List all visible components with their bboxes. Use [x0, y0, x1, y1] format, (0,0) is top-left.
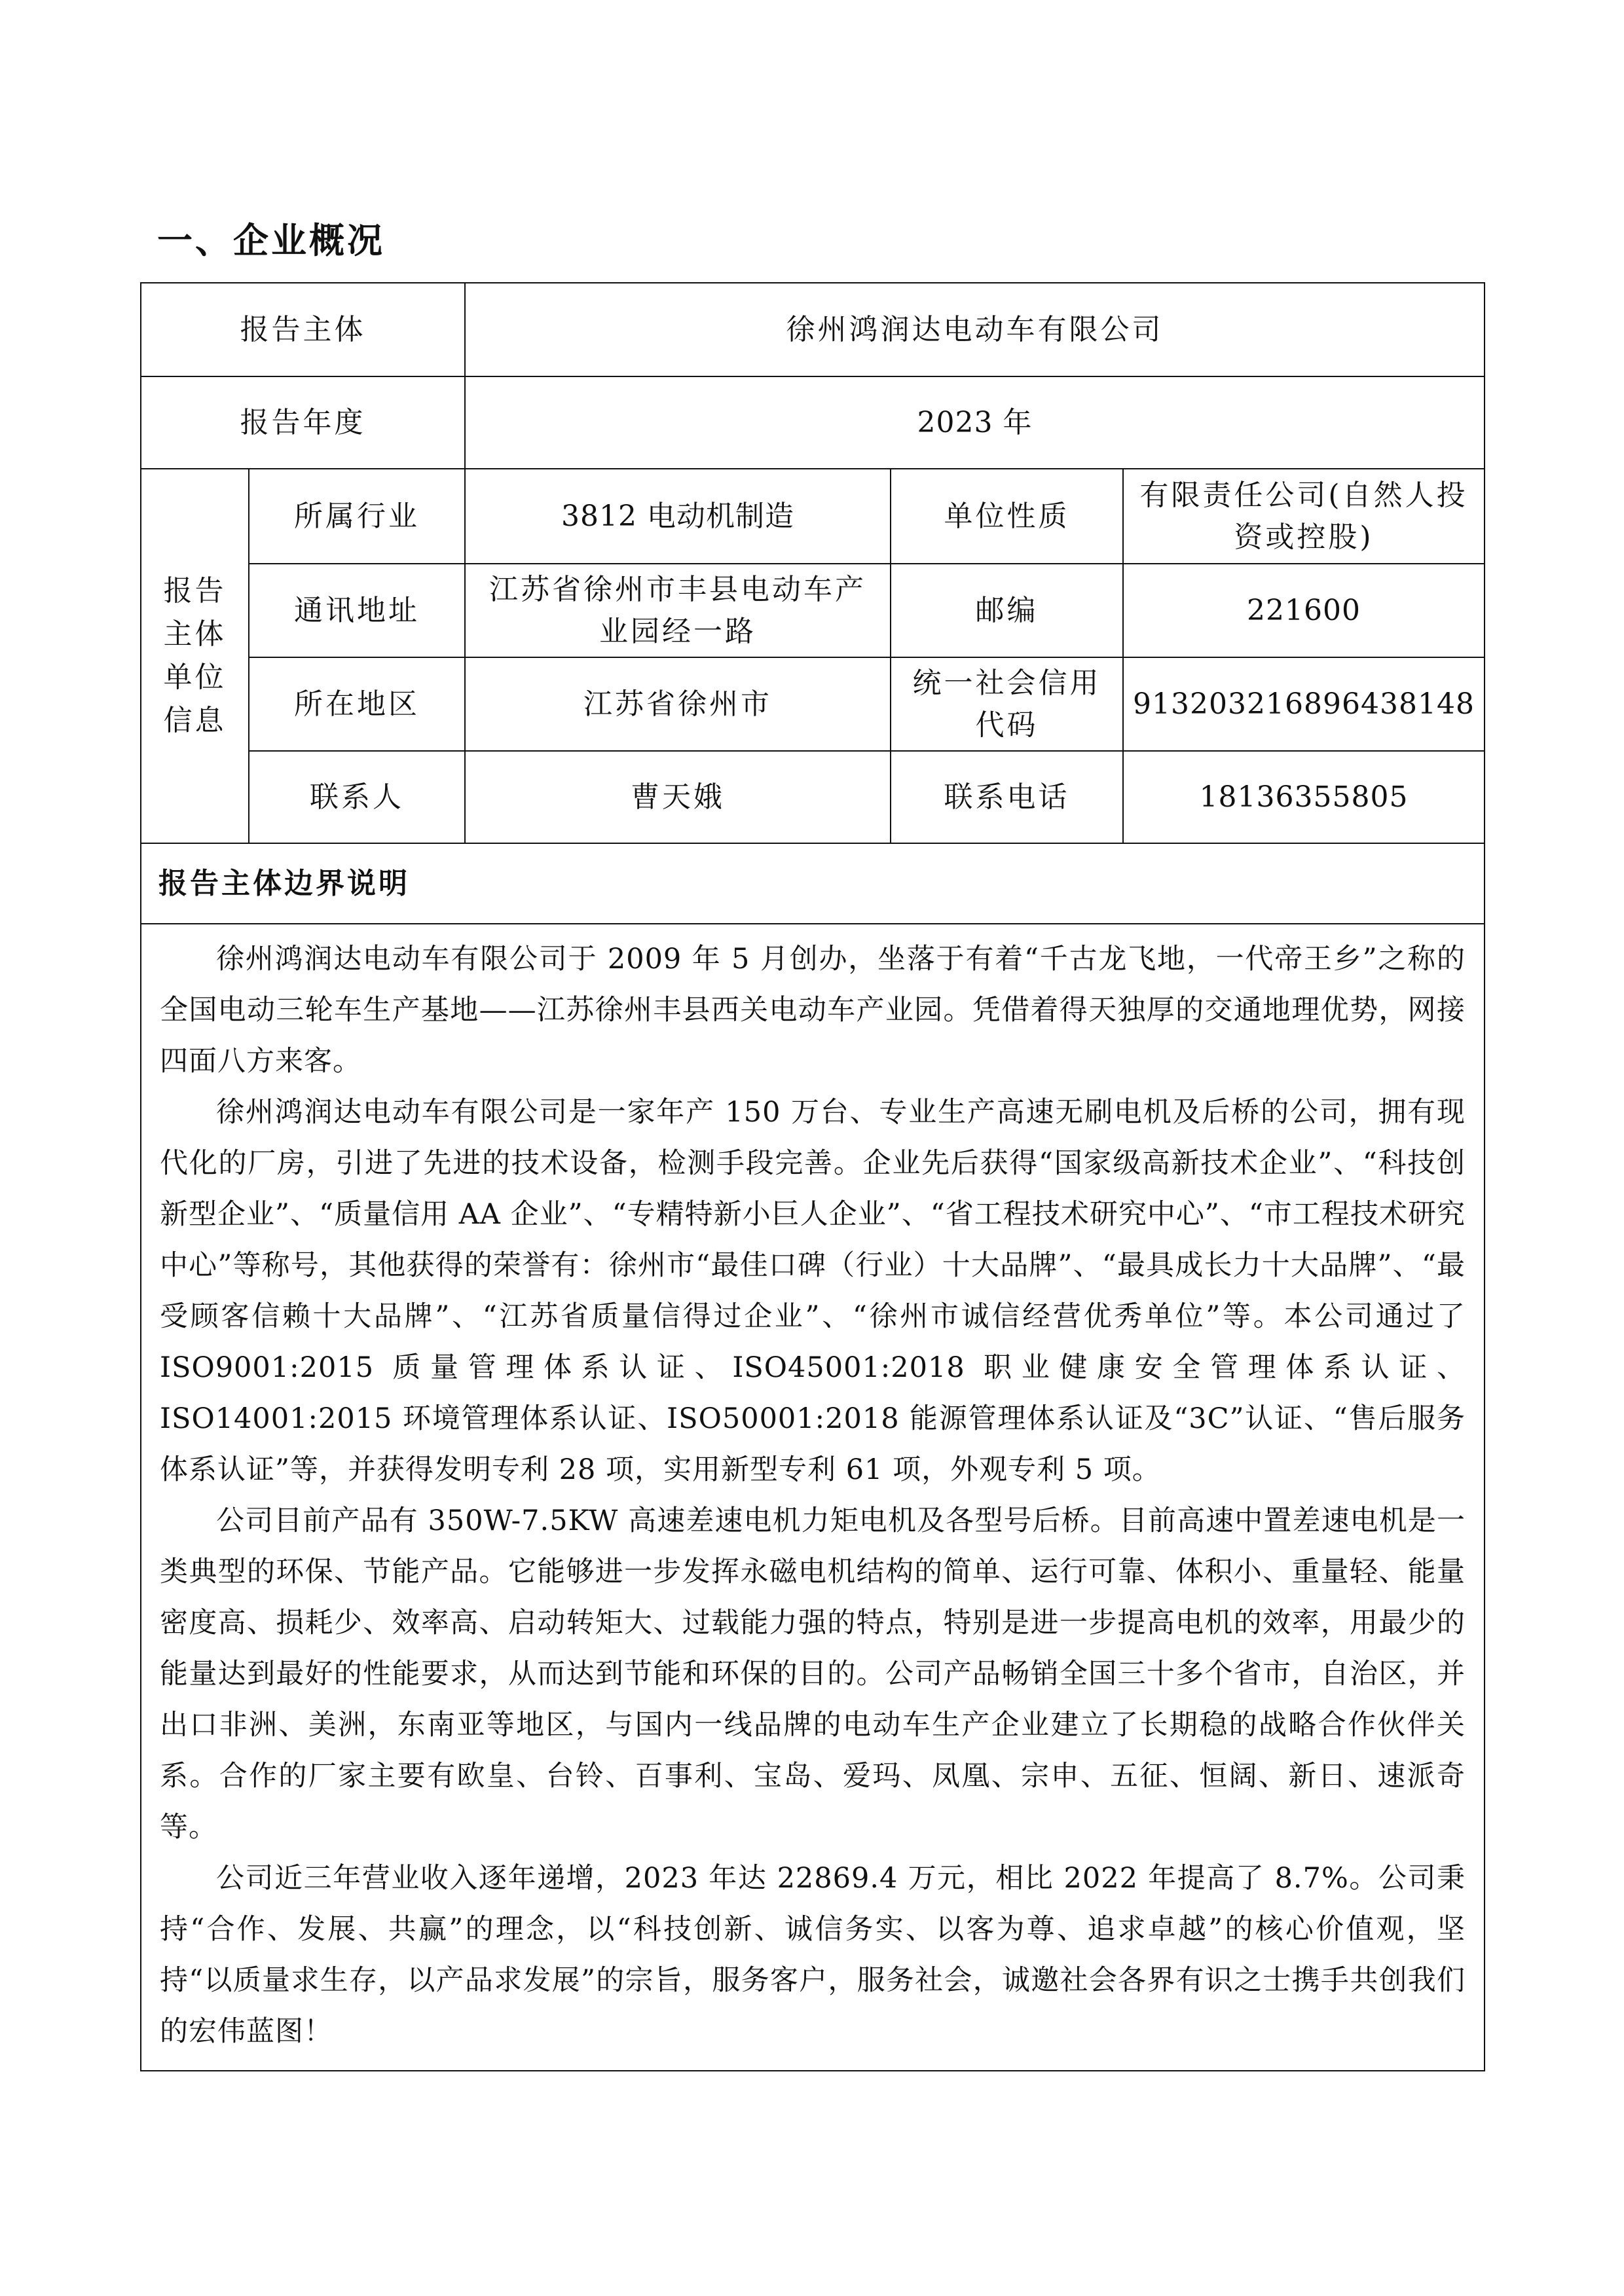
phone-value: 18136355805 — [1123, 751, 1485, 843]
table-row — [141, 751, 1485, 843]
phone-label: 联系电话 — [891, 751, 1123, 843]
nature-label: 单位性质 — [891, 469, 1123, 564]
paragraph: 徐州鸿润达电动车有限公司是一家年产 150 万台、专业生产高速无刷电机及后桥的公司，拥有现代化的厂房，引进了先进的技术设备，检测手段完善。企业先后获得“国家级高新技术企业”、“科技创新型企业”、“质量信用 AA 企业”、“专精特新小巨人企业”、“省工程技术研究中心”、“市工程技术研究中心”等称号，其他获得的荣誉有：徐州市“最佳口碑（行业）十大品牌”、“最具成长力十大品牌”、“最受顾客信赖十大品牌”、“江苏省质量信得过企业”、“徐州市诚信经营优秀单位”等。本公司通过了 ISO9001:2015 质量管理体系认证、ISO45001:2018 职业健康安全管理体系认证、ISO14001:2015 环境管理体系认证、ISO50001:2018 能源管理体系认证及“3C”认证、“售后服务体系认证”等，并获得发明专利 28 项，实用新型专利 61 项，外观专利 5 项。 — [160, 1096, 1466, 1486]
report-year-value: 2023 年 — [465, 376, 1485, 469]
table-row — [141, 283, 1485, 376]
contact-value: 曹天娥 — [465, 751, 891, 843]
paragraph: 徐州鸿润达电动车有限公司于 2009 年 5 月创办，坐落于有着“千古龙飞地，一代帝王乡”之称的全国电动三轮车生产基地——江苏徐州丰县西关电动车产业园。凭借着得天独厚的交通地理优势，网接四面八方来客。 — [160, 943, 1466, 1078]
industry-label: 所属行业 — [249, 469, 465, 564]
region-label: 所在地区 — [249, 657, 465, 751]
credit-code-value: 91320321689643814​8 — [1123, 657, 1485, 751]
unit-info-group-label: 报告 主体 单位 信息 — [141, 469, 249, 843]
company-overview-table — [140, 282, 1485, 2071]
credit-code-label: 统一社会信用代码 — [891, 657, 1123, 751]
postcode-label: 邮编 — [891, 564, 1123, 657]
table-row — [141, 564, 1485, 657]
report-year-label: 报告年度 — [141, 376, 465, 469]
table-row — [141, 657, 1485, 751]
report-subject-value: 徐州鸿润达电动车有限公司 — [465, 283, 1485, 376]
address-value: 江苏省徐州市丰县电动车产业园经一路 — [465, 564, 891, 657]
contact-label: 联系人 — [249, 751, 465, 843]
table-row — [141, 924, 1485, 2071]
paragraph: 公司目前产品有 350W-7.5KW 高速差速电机力矩电机及各型号后桥。目前高速中置差速电机是一类典型的环保、节能产品。它能够进一步发挥永磁电机结构的简单、运行可靠、体积小、重量轻、能量密度高、损耗少、效率高、启动转矩大、过载能力强的特点，特别是进一步提高电机的效率，用最少的能量达到最好的性能要求，从而达到节能和环保的目的。公司产品畅销全国三十多个省市，自治区，并出口非洲、美洲，东南亚等地区，与国内一线品牌的电动车生产企业建立了长期稳的战略合作伙伴关系。合作的厂家主要有欧皇、台铃、百事利、宝岛、爱玛、凤凰、宗申、五征、恒阔、新日、速派奇等。 — [160, 1504, 1466, 1844]
region-value: 江苏省徐州市 — [465, 657, 891, 751]
table-row — [141, 469, 1485, 564]
nature-value: 有限责任公司(自然人投资或控股) — [1123, 469, 1485, 564]
boundary-heading: 报告主体边界说明 — [141, 843, 1485, 924]
postcode-value: 221600 — [1123, 564, 1485, 657]
section-title: 一、企业概况 — [157, 220, 385, 261]
paragraph: 公司近三年营业收入逐年递增，2023 年达 22869.4 万元，相比 2022 年提高了 8.7%。公司秉持“合作、发展、共赢”的理念，以“科技创新、诚信务实、以客为尊、追求卓越”的核心价值观，坚持“以质量求生存，以产品求发展”的宗旨，服务客户，服务社会，诚邀社会各界有识之士携手共创我们的宏伟蓝图！ — [160, 1862, 1466, 2048]
boundary-description — [141, 924, 1485, 2071]
industry-value: 3812 电动机制造 — [465, 469, 891, 564]
report-subject-label: 报告主体 — [141, 283, 465, 376]
table-row — [141, 843, 1485, 924]
table-row — [141, 376, 1485, 469]
address-label: 通讯地址 — [249, 564, 465, 657]
